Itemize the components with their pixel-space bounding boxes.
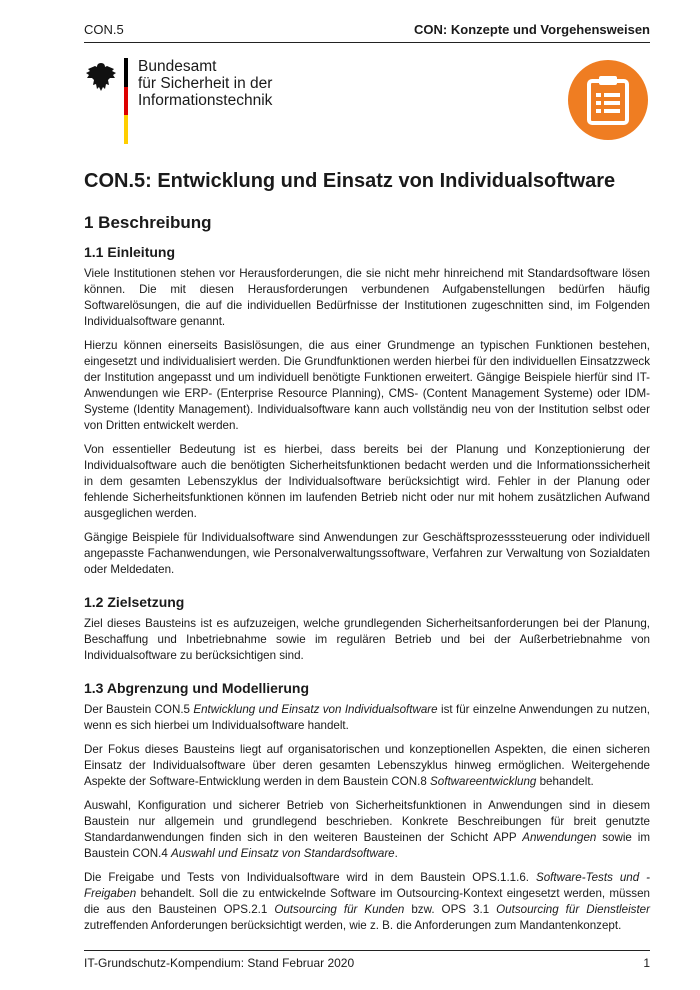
- flag-black: [124, 58, 128, 87]
- paragraph: Von essentieller Bedeutung ist es hierbei, dass bereits bei der Planung und Konzeptionierung der Individualsoftware auch die benötigten Sicherheitsfunktionen bedacht werden und die Informationssicherheit in dem gesamten Lebenszyklus der Individualsoftware berücksichtigt wird. Fehler in der Planung oder fehlende Sicherheitsfunktionen können im laufenden Betrieb nicht oder nur mit hohem zusätzlichen Aufwand ausgeglichen werden.: [84, 443, 650, 520]
- page-title: CON.5: Entwicklung und Einsatz von Individualsoftware: [84, 170, 616, 192]
- flag-red: [124, 87, 128, 116]
- paragraph: Hierzu können einerseits Basislösungen, die aus einer Grundmenge an typischen Funktionen bestehen, eingesetzt und individualisiert werden. Die Grundfunktionen werden hierbei für den individuellen Einsatzzweck der Institution angepasst und um individuell benötigte Funktionen erweitert. Gängige Beispiele hierfür sind IT-Anwendungen wie ERP- (Enterprise Resource Planning), CMS- (Content Management Systeme) oder IDM-Systeme (Identity Management). Individualsoftware kann auch vollständig neu von der Institution selbst oder von Dritten entwickelt werden.: [84, 339, 650, 432]
- page-footer: [84, 950, 650, 971]
- flag-gold: [124, 115, 128, 144]
- subsection-heading-einleitung: 1.1 Einleitung: [84, 244, 176, 260]
- page-header: [84, 22, 650, 43]
- header-category: CON: Konzepte und Vorgehensweisen: [414, 22, 650, 37]
- agency-name-line2: für Sicherheit in der: [138, 75, 273, 92]
- agency-name-line1: Bundesamt: [138, 58, 217, 75]
- header-module-id: CON.5: [84, 22, 124, 37]
- agency-name: [138, 58, 272, 109]
- clipboard-list-icon: [586, 75, 630, 125]
- paragraph: Der Fokus dieses Bausteins liegt auf organisatorischen und konzeptionellen Aspekten, die einen sicheren Einsatz der Individualsoftware über deren gesamten Lebenszyklus hinweg ermöglichen. Weitergehende Aspekte der Software-Entwicklung werden in dem Baustein CON.8 Softwareentwicklung behandelt.: [84, 743, 650, 788]
- paragraph: Die Freigabe und Tests von Individualsoftware wird in dem Baustein OPS.1.1.6. Software-Tests und -Freigaben behandelt. Soll die zu entwickelnde Software im Outsourcing-Kontext eingesetzt werden, müssen die aus den Bausteinen OPS.2.1 Outsourcing für Kunden bzw. OPS 3.1 Outsourcing für Dienstleister zutreffenden Anforderungen berücksichtigt werden, wie z. B. die Anforderungen zum Mandantenkonzept.: [84, 871, 650, 932]
- footer-edition: IT-Grundschutz-Kompendium: Stand Februar 2020: [84, 956, 355, 970]
- bsi-logo: [84, 58, 284, 148]
- paragraph: Viele Institutionen stehen vor Herausforderungen, die sie nicht mehr hinreichend mit Standardsoftware lösen können. Die mit diesen Herausforderungen verbundenen Aufgabenstellungen bedürfen häufig Softwarelösungen, die auf die individuellen Bedürfnisse der Institutionen zugeschnitten sind, im Folgenden Individualsoftware genannt.: [84, 267, 650, 328]
- section-heading-beschreibung: 1 Beschreibung: [84, 213, 212, 232]
- subsection-heading-abgrenzung: 1.3 Abgrenzung und Modellierung: [84, 680, 310, 696]
- document-body: [84, 213, 650, 942]
- german-flag-bar: [124, 58, 128, 144]
- category-badge: [568, 60, 648, 140]
- federal-eagle-icon: [84, 60, 118, 94]
- paragraph: Auswahl, Konfiguration und sicherer Betrieb von Sicherheitsfunktionen in Anwendungen sind in diesem Baustein nur allgemein und grundlegend beschrieben. Konkrete Beschreibungen für breit genutzte Standardanwendungen finden sich in den weiteren Bausteinen der Schicht APP Anwendungen sowie im Baustein CON.4 Auswahl und Einsatz von Standardsoftware.: [84, 799, 650, 860]
- agency-name-line3: Informationstechnik: [138, 92, 273, 109]
- paragraph: Der Baustein CON.5 Entwicklung und Einsatz von Individualsoftware ist für einzelne Anwendungen zu nutzen, wenn es sich hierbei um Individualsoftware handelt.: [84, 703, 650, 732]
- paragraph: Ziel dieses Bausteins ist es aufzuzeigen, welche grundlegenden Sicherheitsanforderungen bei der Planung, Beschaffung und Inbetriebnahme sowie im regulären Betrieb und bei der Außerbetriebnahme von Individualsoftware zu berücksichtigen sind.: [84, 617, 650, 662]
- subsection-heading-zielsetzung: 1.2 Zielsetzung: [84, 594, 185, 610]
- paragraph: Gängige Beispiele für Individualsoftware sind Anwendungen zur Geschäftsprozesssteuerung oder individuell angepasste Fachanwendungen, wie Personalverwaltungssoftware, Verfahren zur Verwaltung von Sozialdaten oder Meldedaten.: [84, 531, 650, 576]
- page-number: 1: [643, 956, 650, 970]
